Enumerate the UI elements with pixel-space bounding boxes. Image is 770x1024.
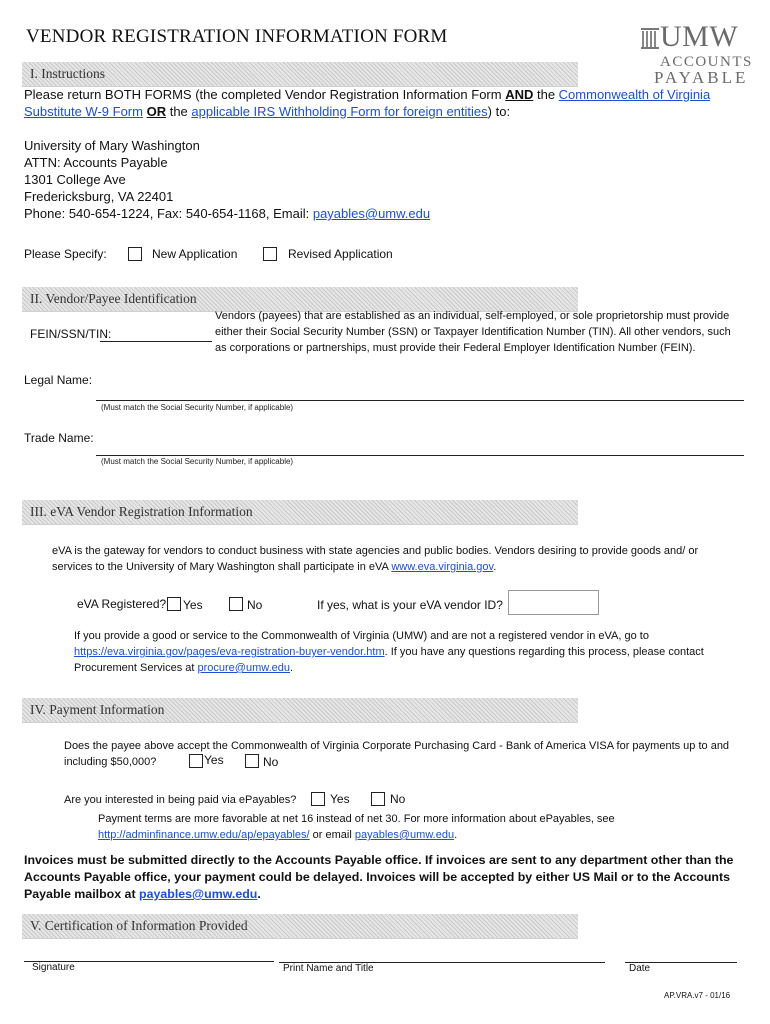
epayables-yes-checkbox[interactable] [311,792,325,806]
epayables-terms: Payment terms are more favorable at net 16 instead of net 30. For more information about ePayables, see http://adminfinance.umw.edu/ap/epayables/ or email payables@umw.edu. [98,813,615,841]
irs-form-link[interactable]: applicable IRS Withholding Form for foreign entities [191,104,488,119]
eva-registration-link[interactable]: https://eva.virginia.gov/pages/eva-registration-buyer-vendor.htm [74,646,385,658]
eva-vendor-id-label: If yes, what is your eVA vendor ID? [317,598,503,612]
eva-registration-instructions: If you provide a good or service to the Commonwealth of Virginia (UMW) and are not a registered vendor in eVA, go to https://eva.virginia.gov/pages/eva-registration-buyer-vendor.htm. If you have any questions regarding this process, please contact Procurement Services at procure@umw.edu. [74,630,704,674]
card-no-label: No [263,755,279,769]
eva-no-checkbox[interactable] [229,597,243,611]
eva-vendor-id-input[interactable] [508,590,599,615]
form-version-code: AP.VRA.v7 - 01/16 [664,991,731,1000]
logo-umw-text: UMW [660,20,739,53]
eva-website-link[interactable]: www.eva.virginia.gov [391,561,494,573]
epayables-no-label: No [390,792,406,806]
eva-yes-label: Yes [183,598,203,612]
logo-payable-text: PAYABLE [654,68,749,87]
epayables-yes-label: Yes [330,792,350,806]
please-specify-label: Please Specify: [24,247,107,261]
notice-payables-email-link[interactable]: payables@umw.edu [139,887,258,901]
invoice-notice: Invoices must be submitted directly to the Accounts Payable office. If invoices are sent to any department other than the Accounts Payable office, your payment could be delayed. Invoices will be accepted by either US Mail or to the Accounts Payable mailbox at payables@umw.edu. [24,853,734,901]
section-2-heading: II. Vendor/Payee Identification [30,291,197,306]
new-application-label: New Application [152,247,238,261]
legal-name-input-line[interactable] [96,400,744,401]
epayables-email-link[interactable]: payables@umw.edu [354,829,455,841]
card-no-checkbox[interactable] [245,754,259,768]
fein-label: FEIN/SSN/TIN: [30,327,112,341]
mailing-address: University of Mary Washington ATTN: Accounts Payable 1301 College Ave Fredericksburg, VA 22401 Phone: 540-654-1224, Fax: 540-654-1168, Email: payables@umw.edu [24,138,431,221]
w9-form-link[interactable]: Commonwealth of Virginia Substitute W-9 Form [24,87,711,119]
print-name-label: Print Name and Title [283,963,374,974]
revised-application-checkbox[interactable] [263,247,277,261]
revised-application-label: Revised Application [288,247,393,261]
form-title: VENDOR REGISTRATION INFORMATION FORM [26,26,448,47]
card-yes-checkbox[interactable] [189,754,203,768]
date-label: Date [629,963,651,974]
purchasing-card-question: Does the payee above accept the Commonwealth of Virginia Corporate Purchasing Card - Bank of America VISA for payments up to and including $50,000? [64,740,730,768]
card-yes-label: Yes [204,753,224,767]
fein-info-text: Vendors (payees) that are established as an individual, self-employed, or sole proprietorship must provide either their Social Security Number (SSN) or Taxpayer Identification Number (TIN). All other vendors, such as corporations or partnerships, must provide their Federal Employer Identification Number (FEIN). [215,310,731,354]
section-5-heading: V. Certification of Information Provided [30,918,248,933]
signature-label: Signature [32,962,75,973]
procurement-email-link[interactable]: procure@umw.edu [197,662,290,674]
trade-name-label: Trade Name: [24,431,94,445]
umw-logo [640,22,752,92]
payables-email-link[interactable]: payables@umw.edu [312,206,431,221]
fein-input-line[interactable] [100,341,212,342]
epayables-question: Are you interested in being paid via ePayables? [64,794,297,806]
section-1-bar [22,62,578,87]
eva-no-label: No [247,598,263,612]
epayables-info-link[interactable]: http://adminfinance.umw.edu/ap/epayables/ [98,829,310,841]
eva-registered-label: eVA Registered? [77,597,167,611]
section-4-heading: IV. Payment Information [30,702,165,717]
logo-accounts-text: ACCOUNTS [660,54,753,70]
legal-name-label: Legal Name: [24,373,93,387]
new-application-checkbox[interactable] [128,247,142,261]
eva-description: eVA is the gateway for vendors to conduct business with state agencies and public bodies. Vendors desiring to provide goods and/ or services to the University of Mary Washington shall participate in eVA www.eva.virginia.gov. [52,545,699,573]
instructions-paragraph: Please return BOTH FORMS (the completed Vendor Registration Information Form AND the Commonwealth of Virginia Substitute W-9 Form OR the applicable IRS Withholding Form for foreign entities) to: [24,87,711,119]
trade-name-input-line[interactable] [96,455,744,456]
section-3-heading: III. eVA Vendor Registration Information [30,504,253,519]
eva-yes-checkbox[interactable] [167,597,181,611]
building-icon [640,26,660,50]
epayables-no-checkbox[interactable] [371,792,385,806]
section-1-heading: I. Instructions [30,66,105,81]
legal-name-note: (Must match the Social Security Number, if applicable) [101,403,294,412]
trade-name-note: (Must match the Social Security Number, if applicable) [101,457,294,466]
